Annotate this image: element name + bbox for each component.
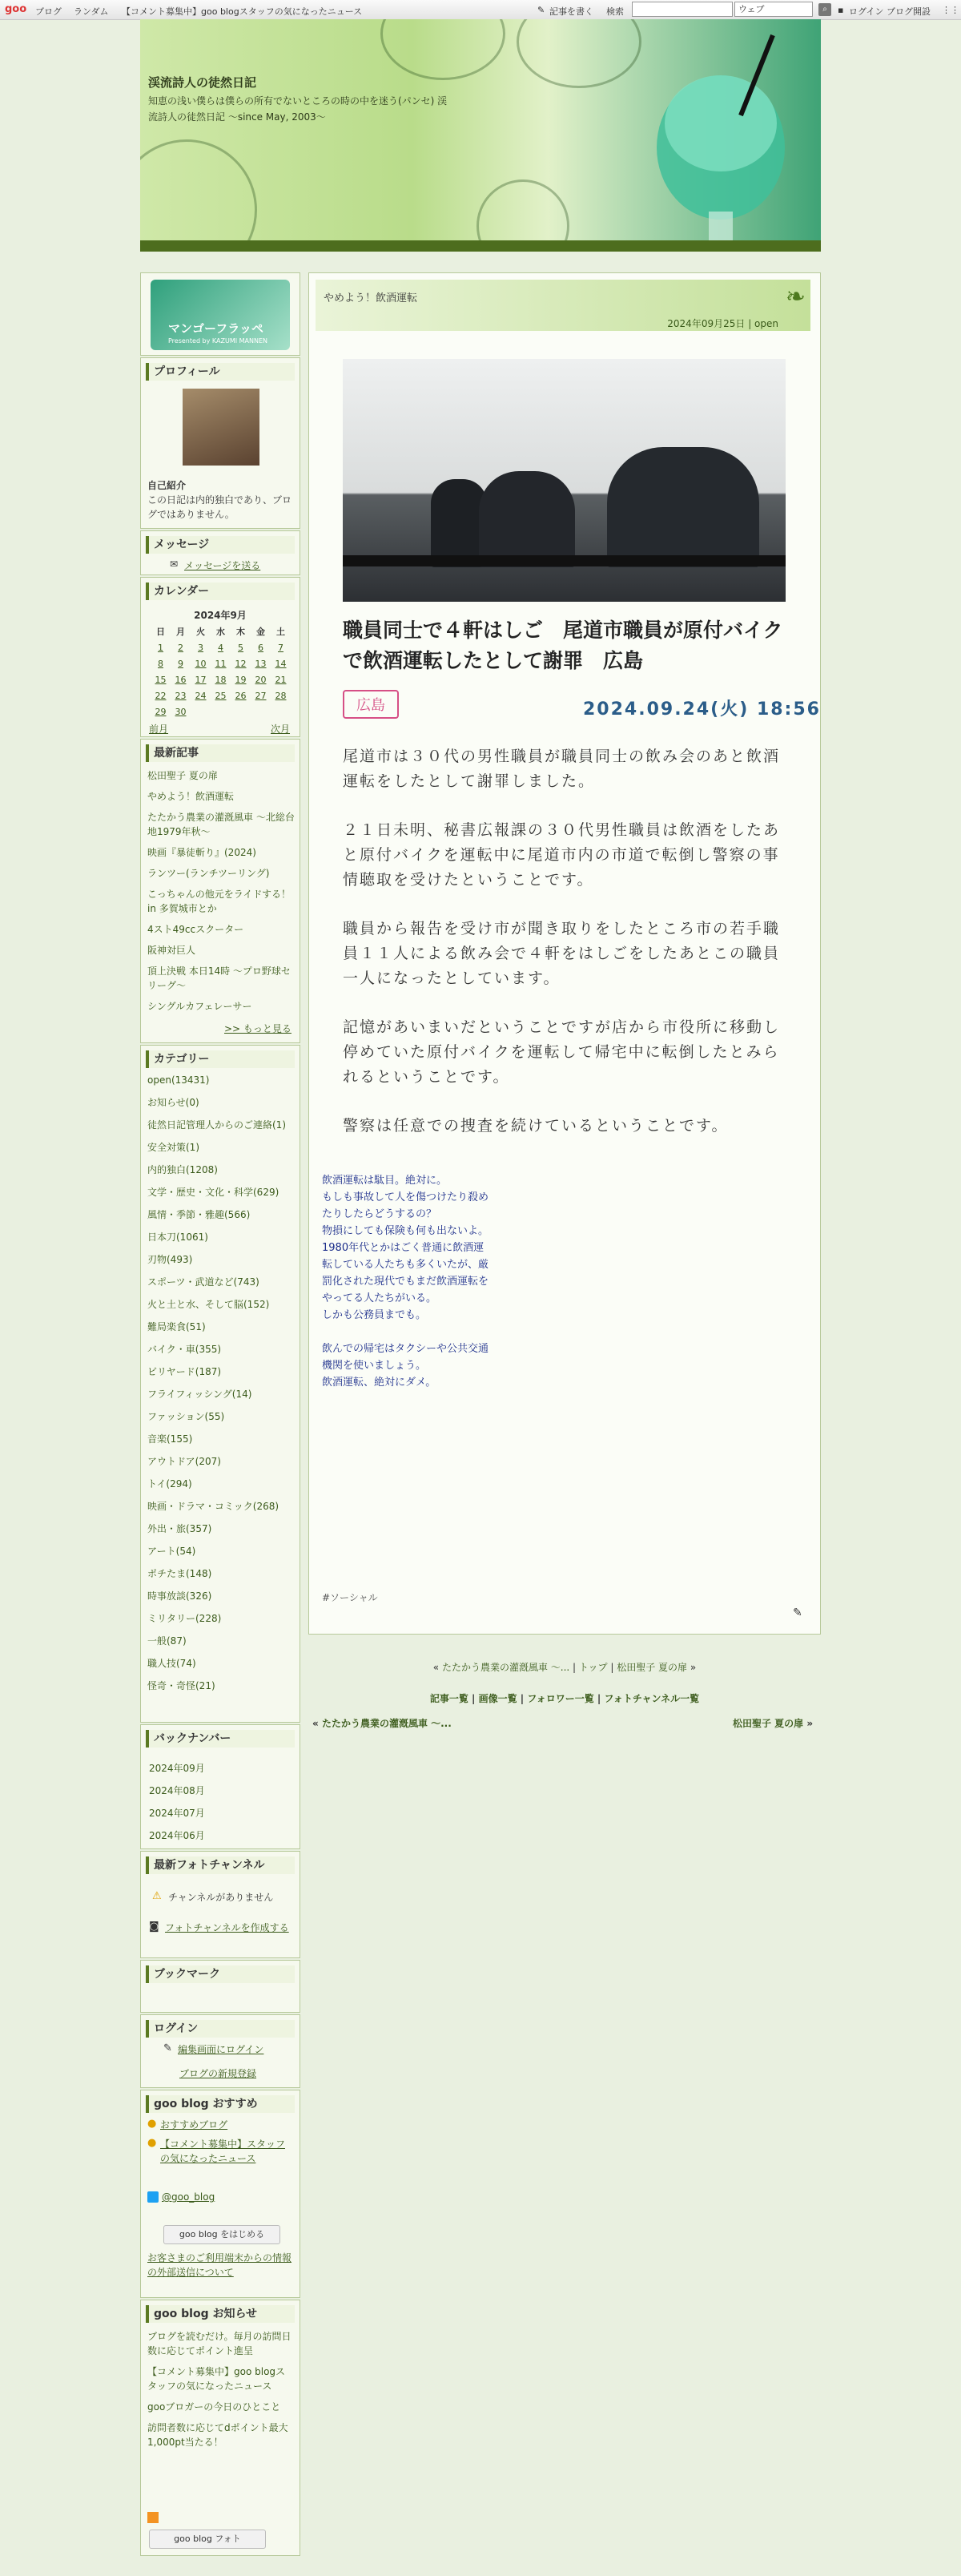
category-link[interactable]: ポチたま(148) — [147, 1568, 212, 1579]
photo-channel-box — [140, 1851, 300, 1958]
recommend-link-1[interactable]: おすすめブログ — [160, 2119, 228, 2131]
create-channel-link[interactable]: フォトチャンネルを作成する — [165, 1922, 289, 1933]
lace-ornament — [380, 19, 505, 80]
recent-article-link[interactable]: 松田聖子 夏の扉 — [147, 770, 218, 781]
comment-line: 物損にしても保険も何も出ないよ。 — [322, 1225, 489, 1237]
calendar-day[interactable]: 7 — [278, 643, 283, 653]
backnumber-link[interactable]: 2024年06月 — [149, 1830, 205, 1841]
category-link[interactable]: バイク・車(355) — [147, 1344, 222, 1355]
backnumber-link[interactable]: 2024年08月 — [149, 1785, 205, 1796]
sidebar — [140, 272, 300, 2564]
prev-next-nav: « たたかう農業の灌漑風車 〜... | トップ | 松田聖子 夏の扉 » — [432, 1662, 697, 1673]
category-link[interactable]: 音楽(155) — [147, 1433, 193, 1445]
calendar-day[interactable]: 25 — [215, 691, 227, 701]
profile-heading: プロフィール — [146, 363, 295, 381]
toolbar-link-random[interactable]: ランダム — [74, 6, 109, 17]
recommend-box — [140, 2090, 300, 2298]
calendar-day[interactable]: 26 — [235, 691, 247, 701]
calendar-day[interactable]: 2 — [178, 643, 183, 653]
comment-line: もしも事故して人を傷つけたり殺めたりしたらどうするの？ — [322, 1191, 489, 1220]
search-scope-select[interactable]: ウェブ — [734, 2, 813, 17]
article-paragraph: 記憶があいまいだということですが店から市役所に移動し停めていた原付バイクを運転して帰宅中に転倒したとみられるということです。 — [343, 1018, 781, 1086]
calendar-day[interactable]: 14 — [275, 659, 287, 669]
message-heading: メッセージ — [146, 536, 295, 554]
recent-article-link[interactable]: 4スト49ccスクーター — [147, 924, 244, 935]
calendar-day[interactable]: 21 — [275, 675, 287, 685]
banner-subtitle: Presented by KAZUMI MANNEN — [168, 337, 268, 345]
category-link[interactable]: 難局楽食(51) — [147, 1321, 206, 1332]
image-list-link[interactable]: 画像一覧 — [478, 1693, 517, 1704]
calendar-day[interactable]: 3 — [198, 643, 203, 653]
login-heading: ログイン — [146, 2020, 295, 2038]
recent-article-link[interactable]: たたかう農業の灌漑風車 〜北総台地1979年秋〜 — [147, 812, 295, 837]
calendar-day[interactable]: 5 — [238, 643, 243, 653]
blog-description: 知恵の浅い僕らは僕らの所有でないところの時の中を迷う(パンセ) 渓流詩人の徒然日記 〜since May, 2003〜 — [148, 95, 448, 123]
bulb-icon: ● — [147, 2118, 157, 2130]
article-meta: 2024年09月25日 | open — [667, 318, 778, 329]
calendar-prev-link[interactable]: 前月 — [149, 724, 169, 735]
goo-news-link[interactable]: 訪問者数に応じてdポイント最大1,000pt当たる！ — [147, 2422, 288, 2448]
message-box — [140, 530, 300, 575]
external-transmission-link[interactable]: お客さまのご利用端末からの情報の外部送信について — [147, 2252, 292, 2278]
category-link[interactable]: お知らせ(0) — [147, 1097, 199, 1108]
news-headline: 職員同士で４軒はしご 尾道市職員が原付バイクで飲酒運転したとして謝罪 広島 — [343, 619, 783, 672]
category-link[interactable]: 刃物(493) — [147, 1254, 193, 1265]
next-article-short-link[interactable]: 松田聖子 夏の扉 — [617, 1662, 688, 1673]
blog-header — [140, 19, 821, 252]
category-link[interactable]: フライフィッシング(14) — [147, 1389, 252, 1400]
category-link[interactable]: ビリヤード(187) — [147, 1366, 222, 1377]
new-registration-link[interactable]: ブログの新規登録 — [179, 2068, 257, 2079]
toolbar-link-blog[interactable]: ブログ — [35, 6, 62, 17]
calendar-day[interactable]: 19 — [235, 675, 247, 685]
goo-news-heading: goo blog お知らせ — [146, 2305, 295, 2323]
prev-article-short-link[interactable]: たたかう農業の灌漑風車 〜... — [441, 1662, 570, 1673]
article-category-link[interactable]: open — [754, 318, 778, 329]
header-bottom-bar — [140, 240, 821, 252]
comment-line: しかも公務員までも。 — [322, 1309, 427, 1321]
calendar-day[interactable]: 27 — [255, 691, 267, 701]
calendar-weekday: 金 — [256, 627, 265, 637]
category-link[interactable]: 文学・歴史・文化・科学(629) — [147, 1187, 279, 1198]
goo-news-link[interactable]: ブログを読むだけ。毎月の訪問日数に応じてポイント進呈 — [147, 2331, 292, 2356]
start-blog-badge[interactable]: goo blog をはじめる — [163, 2225, 280, 2244]
open-blog-link[interactable]: ブログ開設 — [887, 6, 931, 17]
calendar-day[interactable]: 6 — [258, 643, 263, 653]
bookmark-heading: ブックマーク — [146, 1965, 295, 1983]
calendar-day[interactable]: 4 — [218, 643, 223, 653]
region-tag[interactable]: 広島 — [343, 690, 399, 719]
calendar-day[interactable]: 28 — [275, 691, 287, 701]
comment-line: 1980年代とかはごく普通に飲酒運転している人たちも多くいたが、厳罰化された現代でもまだ飲酒運転をやってる人たちがいる。 — [322, 1242, 489, 1304]
article-photo — [343, 359, 786, 602]
calendar-day[interactable]: 29 — [155, 707, 167, 717]
banner-title: マンゴーフラッペ — [168, 321, 263, 336]
category-link[interactable]: 日本刀(1061) — [147, 1232, 208, 1243]
prev-article-long-link[interactable]: たたかう農業の灌漑風車 〜... — [321, 1718, 452, 1729]
more-articles-link[interactable]: >> もっと見る — [224, 1023, 292, 1034]
article-title: やめよう！飲酒運転 — [324, 292, 418, 304]
category-link[interactable]: ミリタリー(228) — [147, 1613, 222, 1624]
backnumber-link[interactable]: 2024年09月 — [149, 1763, 205, 1774]
login-link[interactable]: ログイン — [849, 6, 884, 17]
self-intro-text: この日記は内的独白であり、ブログではありません。 — [147, 494, 292, 520]
twitter-icon — [147, 2191, 159, 2203]
calendar-day[interactable]: 18 — [215, 675, 227, 685]
send-message-link[interactable]: メッセージを送る — [184, 560, 261, 571]
category-list — [147, 1073, 295, 1701]
calendar-heading: カレンダー — [146, 583, 295, 600]
photo-channel-heading: 最新フォトチャンネル — [146, 1856, 295, 1874]
article-date-link[interactable]: 2024年09月25日 — [667, 318, 746, 329]
calendar-day[interactable]: 8 — [158, 659, 163, 669]
self-intro-label: 自己紹介 — [147, 480, 187, 491]
calendar-day[interactable]: 12 — [235, 659, 247, 669]
camera-icon: ◙ — [149, 1921, 159, 1933]
calendar-weekday: 土 — [276, 627, 285, 637]
next-article-long: 松田聖子 夏の扉 » — [733, 1718, 814, 1729]
recent-articles-list — [147, 768, 295, 1020]
calendar-day[interactable]: 20 — [255, 675, 267, 685]
calendar-day[interactable]: 22 — [155, 691, 167, 701]
recent-articles-box — [140, 739, 300, 1043]
twitter-link[interactable]: @goo_blog — [162, 2191, 215, 2203]
recent-article-link[interactable]: こっちゃんの他元をライドする！in 多賀城市とか — [147, 889, 292, 914]
next-article-long-link[interactable]: 松田聖子 夏の扉 — [733, 1718, 804, 1729]
calendar-box — [140, 577, 300, 737]
calendar-day[interactable]: 17 — [195, 675, 207, 685]
calendar-day[interactable]: 9 — [178, 659, 183, 669]
lock-icon: ▪ — [838, 5, 844, 15]
recent-article-link[interactable]: 阪神対巨人 — [147, 945, 196, 956]
category-heading: カテゴリー — [146, 1050, 295, 1068]
recommend-heading: goo blog おすすめ — [146, 2095, 295, 2113]
category-link[interactable]: トイ(294) — [147, 1478, 192, 1490]
calendar-grid — [151, 624, 292, 720]
calendar-day[interactable]: 11 — [215, 659, 227, 669]
login-box — [140, 2014, 300, 2088]
category-link[interactable]: open(13431) — [147, 1074, 210, 1086]
backnumber-box — [140, 1724, 300, 1849]
bulb-icon: ● — [147, 2137, 157, 2149]
article-paragraph: 警察は任意での捜査を続けているということです。 — [343, 1117, 729, 1135]
backnumber-list — [149, 1757, 296, 1847]
banner-box — [140, 272, 300, 356]
banner-image[interactable] — [151, 280, 290, 350]
list-links: 記事一覧 | 画像一覧 | フォロワー一覧 | フォトチャンネル一覧 — [429, 1693, 700, 1704]
category-link[interactable]: 火と土と水、そして脳(152) — [147, 1299, 270, 1310]
category-link[interactable]: 怪奇・奇怪(21) — [147, 1680, 215, 1691]
calendar-day[interactable]: 1 — [158, 643, 163, 653]
leaf-icon: ❧ — [785, 283, 806, 311]
category-link[interactable]: スポーツ・武道など(743) — [147, 1276, 259, 1288]
category-link[interactable]: 映画・ドラマ・コミック(268) — [147, 1501, 279, 1512]
goo-news-link[interactable]: 【コメント募集中】goo blogスタッフの気になったニュース — [147, 2366, 286, 2392]
category-link[interactable]: 外出・旅(357) — [147, 1523, 212, 1534]
calendar-month: 2024年9月 — [194, 610, 247, 621]
category-link[interactable]: アート(54) — [147, 1546, 196, 1557]
category-link[interactable]: アウトドア(207) — [147, 1456, 221, 1467]
recent-article-link[interactable]: やめよう！飲酒運転 — [147, 791, 235, 802]
no-channel-text: チャンネルがありません — [168, 1892, 274, 1903]
follower-list-link[interactable]: フォロワー一覧 — [527, 1693, 594, 1704]
calendar-weekday: 水 — [216, 627, 225, 637]
edit-pencil-icon[interactable]: ✎ — [793, 1606, 802, 1619]
recent-article-link[interactable]: ランツー(ランチツーリング) — [147, 868, 270, 879]
pencil-icon: ✎ — [163, 2042, 172, 2054]
calendar-weekday: 日 — [156, 627, 165, 637]
envelope-icon: ✉ — [170, 558, 179, 570]
calendar-day[interactable]: 30 — [175, 707, 187, 717]
lace-ornament — [140, 139, 257, 252]
pencil-icon: ✎ — [537, 5, 545, 15]
backnumber-link[interactable]: 2024年07月 — [149, 1808, 205, 1819]
recommend-link-2[interactable]: 【コメント募集中】スタッフの気になったニュース — [160, 2139, 286, 2164]
toolbar-link-news[interactable]: 【コメント募集中】goo blogスタッフの気になったニュース — [122, 6, 363, 17]
calendar-day[interactable]: 24 — [195, 691, 207, 701]
category-link[interactable]: 時事放談(326) — [147, 1590, 212, 1602]
calendar-weekday: 木 — [236, 627, 245, 637]
category-link[interactable]: 内的独白(1208) — [147, 1164, 218, 1175]
grid-icon[interactable]: ⋮⋮ — [942, 5, 959, 15]
bookmark-box — [140, 1960, 300, 2013]
recent-articles-heading: 最新記事 — [146, 744, 295, 762]
search-icon[interactable]: ⌕ — [818, 3, 831, 16]
frappe-glass-image — [653, 27, 789, 244]
category-link[interactable]: 風情・季節・雅趣(566) — [147, 1209, 251, 1220]
category-box — [140, 1045, 300, 1723]
category-link[interactable]: ファッション(55) — [147, 1411, 225, 1422]
social-hashtag[interactable]: #ソーシャル — [322, 1592, 378, 1603]
calendar-day[interactable]: 13 — [255, 659, 267, 669]
category-link[interactable]: 職人技(74) — [147, 1658, 196, 1669]
article-list-link[interactable]: 記事一覧 — [429, 1693, 468, 1704]
search-label: 検索 — [606, 6, 624, 17]
recent-article-link[interactable]: 映画『暴徒斬り』(2024) — [147, 847, 256, 858]
comment-line: 飲酒運転は駄目。絶対に。 — [322, 1175, 448, 1187]
category-link[interactable]: 一般(87) — [147, 1635, 187, 1647]
rss-icon[interactable] — [147, 2512, 159, 2523]
write-article-link[interactable]: 記事を書く — [549, 6, 593, 17]
lace-ornament — [517, 19, 641, 88]
edit-login-link[interactable]: 編集画面にログイン — [178, 2044, 264, 2055]
avatar[interactable] — [183, 389, 259, 466]
category-link[interactable]: 徒然日記管理人からのご連絡(1) — [147, 1119, 286, 1131]
category-link[interactable]: 安全対策(1) — [147, 1142, 199, 1153]
news-datetime: 2024.09.24(火) 18:56 — [583, 699, 821, 720]
article-paragraph: 職員から報告を受け市が聞き取りをしたところ市の若手職員１１人による飲み会で４軒をはしごをしたあとこの職員一人になったとしています。 — [343, 920, 781, 987]
photo-channel-list-link[interactable]: フォトチャンネル一覧 — [604, 1693, 700, 1704]
calendar-weekday: 火 — [196, 627, 205, 637]
comment-line: 飲んでの帰宅はタクシーや公共交通機関を使いましょう。 — [322, 1343, 489, 1372]
search-input[interactable] — [632, 2, 733, 17]
warning-icon: ⚠ — [152, 1890, 162, 1902]
calendar-next-link[interactable]: 次月 — [271, 724, 291, 735]
backnumber-heading: バックナンバー — [146, 1730, 295, 1748]
top-toolbar — [0, 0, 961, 20]
top-link[interactable]: トップ — [578, 1662, 608, 1673]
goo-news-box — [140, 2300, 300, 2556]
recent-article-link[interactable]: 頂上決戦 本日14時 〜プロ野球セリーグ〜 — [147, 965, 291, 991]
goo-photo-badge[interactable]: goo blog フォト — [149, 2530, 266, 2549]
calendar-day[interactable]: 16 — [175, 675, 187, 685]
article-header — [316, 280, 810, 331]
article-paragraph: ２１日未明、秘書広報課の３０代男性職員は飲酒をしたあと原付バイクを運転中に尾道市内の市道で転倒し警察の事情聴取を受けたということです。 — [343, 821, 781, 889]
calendar-day[interactable]: 15 — [155, 675, 167, 685]
comment-line — [322, 1324, 490, 1340]
comment-line: 飲酒運転、絶対にダメ。 — [322, 1377, 436, 1389]
article-paragraph: 尾道市は３０代の男性職員が職員同士の飲み会のあと飲酒運転をしたとして謝罪しました。 — [343, 748, 781, 790]
profile-box — [140, 357, 300, 529]
author-comment — [322, 1172, 490, 1391]
goo-logo[interactable]: goo — [5, 3, 27, 15]
goo-news-list — [147, 2329, 295, 2456]
goo-news-link[interactable]: gooブロガーの今日のひとこと — [147, 2401, 281, 2413]
calendar-weekday: 月 — [176, 627, 185, 637]
calendar-day[interactable]: 23 — [175, 691, 187, 701]
prev-article-long: « たたかう農業の灌漑風車 〜... — [312, 1718, 452, 1729]
recent-article-link[interactable]: シングルカフェレーサー — [147, 1001, 252, 1012]
blog-title[interactable]: 渓流詩人の徒然日記 — [148, 75, 257, 90]
calendar-day[interactable]: 10 — [195, 659, 207, 669]
